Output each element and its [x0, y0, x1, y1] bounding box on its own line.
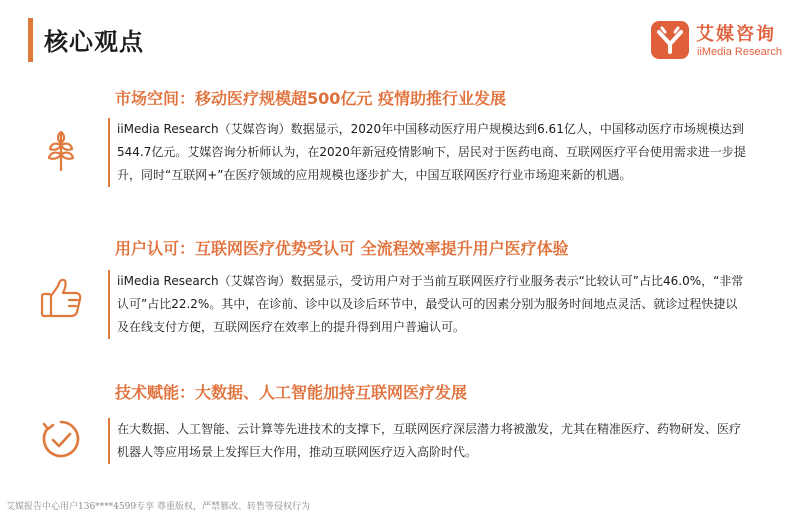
- section-body-tech: 在大数据、人工智能、云计算等先进技术的支撑下，互联网医疗深层潜力将被激发，尤其在精准医疗、药物研发、医疗机器人等应用场景上发挥巨大作用，推动互联网医疗迈入高阶时代。: [108, 418, 747, 464]
- iimedia-logo: [650, 20, 786, 64]
- title-accent-bar: [28, 18, 33, 62]
- logo-text-cn: 艾媒咨询: [696, 24, 776, 45]
- progress-check-icon: [38, 416, 84, 462]
- logo-mark-icon: [650, 20, 690, 60]
- section-heading-market: 市场空间：移动医疗规模超500亿元 疫情助推行业发展: [115, 89, 506, 108]
- section-body-user: iiMedia Research（艾媒咨询）数据显示，受访用户对于当前互联网医疗行业服务表示“比较认可”占比46.0%，“非常认可”占比22.2%。其中，在诊前、诊中以及诊后环节中，最受认可的因素分别为服务时间地点灵活、就诊过程快捷以及在线支付方便，互联网医疗在效率上的提升得到用户普遍认可。: [108, 270, 747, 339]
- section-heading-tech: 技术赋能：大数据、人工智能加持互联网医疗发展: [115, 383, 468, 402]
- thumbs-up-icon: [38, 274, 84, 320]
- logo-text-en: iiMedia Research: [697, 46, 782, 58]
- section-body-market: iiMedia Research（艾媒咨询）数据显示，2020年中国移动医疗用户规模达到6.61亿人，中国移动医疗市场规模达到544.7亿元。艾媒咨询分析师认为，在2020年新冠疫情影响下，居民对于医药电商、互联网医疗平台使用需求进一步提升，同时“互联网+”在医疗领域的应用规模也逐步扩大，中国互联网医疗行业市场迎来新的机遇。: [108, 118, 747, 187]
- wheat-icon: [38, 126, 84, 172]
- page-title: 核心观点: [44, 28, 144, 56]
- footer-copyright: 艾媒报告中心用户136****4599专享 尊重版权，严禁篡改、转售等侵权行为: [6, 502, 310, 512]
- section-heading-user: 用户认可：互联网医疗优势受认可 全流程效率提升用户医疗体验: [115, 239, 569, 258]
